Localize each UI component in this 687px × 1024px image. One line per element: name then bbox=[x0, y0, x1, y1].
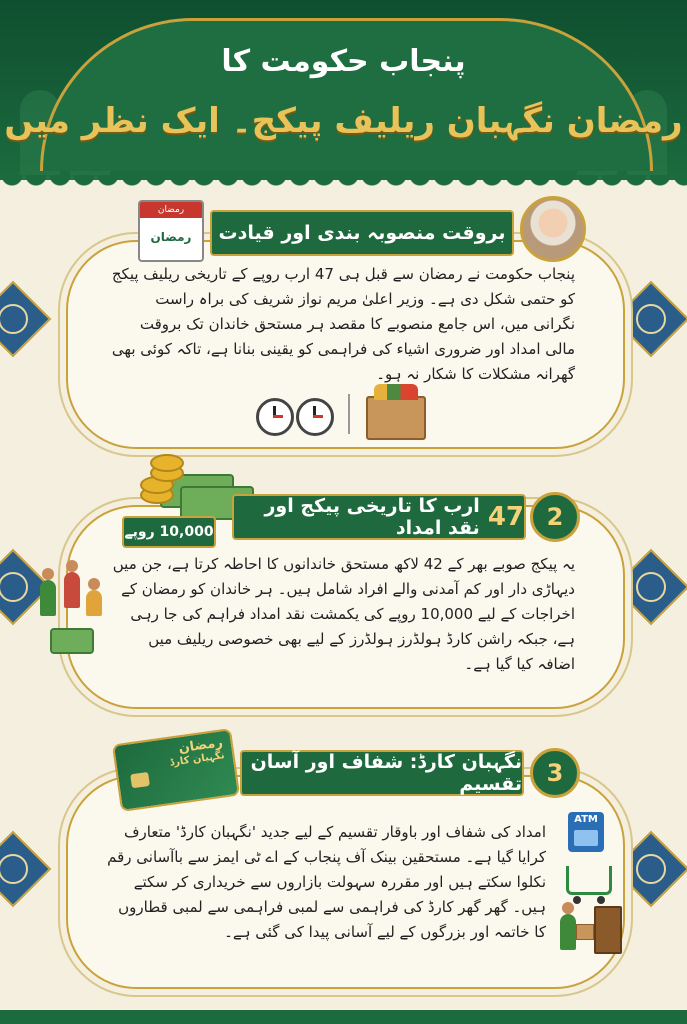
coin-icon bbox=[150, 454, 184, 472]
atm-icon: ATM bbox=[568, 812, 604, 852]
section-2-title-number: 47 bbox=[487, 502, 524, 532]
section-2-text: یہ پیکج صوبے بھر کے 42 لاکھ مستحق خاندانوں کا احاطہ کرتا ہے، جن میں دیہاڑی دار اور کم آمدنی والے افراد شامل ہیں۔ ہر خاندان کو رمضان کے اخراجات کے لیے 10,000 روپے کی یکمشت نقد امداد فراہم کی جا رہی ہے، جبکہ راشن کارڈ ہولڈرز ہولڈرز کے لیے بھی خصوصی ریلیف میں اضافہ کیا گیا ہے۔ bbox=[112, 555, 575, 673]
door-icon bbox=[594, 906, 622, 954]
family-member-icon bbox=[64, 572, 80, 608]
header-title-line2: رمضان نگہبان ریلیف پیکج۔ ایک نظر میں bbox=[4, 101, 683, 141]
family-icon bbox=[40, 580, 56, 616]
footer-border bbox=[0, 1010, 687, 1024]
header-title-line1: پنجاب حکومت کا bbox=[221, 44, 466, 79]
price-tag: 10,000 روپے bbox=[122, 516, 216, 548]
section-3-number-badge: 3 bbox=[530, 748, 580, 798]
header-arch bbox=[40, 18, 653, 171]
child-icon bbox=[86, 590, 102, 616]
card-chip-icon bbox=[130, 772, 150, 788]
card-label: رمضان bbox=[177, 735, 224, 757]
shopping-cart-icon bbox=[566, 866, 612, 895]
section-1-title-text: بروقت منصوبہ بندی اور قیادت bbox=[218, 222, 506, 244]
avatar bbox=[520, 196, 586, 262]
header-scallop-border bbox=[0, 175, 687, 189]
grocery-box-icon bbox=[366, 396, 426, 440]
delivery-person-icon bbox=[560, 914, 576, 950]
star-ornament-icon bbox=[0, 831, 51, 907]
section-2-number-badge: 2 bbox=[530, 492, 580, 542]
star-ornament-icon bbox=[0, 281, 51, 357]
calendar-icon bbox=[138, 200, 204, 262]
section-1-text: پنجاب حکومت نے رمضان سے قبل ہی 47 ارب روپے کے تاریخی ریلیف پیکج کو حتمی شکل دی ہے۔ وزیر اعلیٰ مریم نواز شریف کی براہ راست نگرانی میں، اس جامع منصوبے کا مقصد ہر مستحق خاندان تک بروقت مالی امداد اور ضروری اشیاء کی فراہمی کو یقینی بنانا ہے، تاکہ کوئی بھی گھرانہ مشکلات کا شکار نہ ہو۔ bbox=[111, 265, 575, 383]
clock-icon bbox=[256, 398, 294, 436]
divider bbox=[348, 394, 350, 434]
calendar-label: رمضان bbox=[150, 230, 192, 244]
card-sub-label: نگہبان کارڈ bbox=[169, 750, 226, 769]
section-2-title-text: ارب کا تاریخی پیکج اور نقد امداد bbox=[264, 495, 480, 539]
parcel-icon bbox=[576, 924, 594, 940]
calendar-top-label: رمضان bbox=[140, 202, 202, 218]
section-2-title bbox=[232, 494, 526, 540]
section-3-text: امداد کی شفاف اور باوقار تقسیم کے لیے جدید 'نگہبان کارڈ' متعارف کرایا گیا ہے۔ مستحقین بینک آف پنجاب کے اے ٹی ایمز سے باآسانی رقم نکلوا سکتے ہیں اور مقررہ سہولت بازاروں سے خریداری کر سکتے ہیں۔ گھر گھر کارڈ کی فراہمی سے لمبی فراہمی سے لمبی قطاروں کا خاتمہ اور بزرگوں کے لیے آسانی پیدا کی گئی ہے۔ bbox=[107, 823, 546, 941]
cash-hand-icon bbox=[50, 628, 94, 654]
section-3-title-text: نگہبان کارڈ: شفاف اور آسان تقسیم bbox=[250, 751, 522, 795]
stopwatch-icon bbox=[296, 398, 334, 436]
header-banner bbox=[0, 0, 687, 180]
section-1-title bbox=[210, 210, 514, 256]
section-3-title bbox=[240, 750, 524, 796]
